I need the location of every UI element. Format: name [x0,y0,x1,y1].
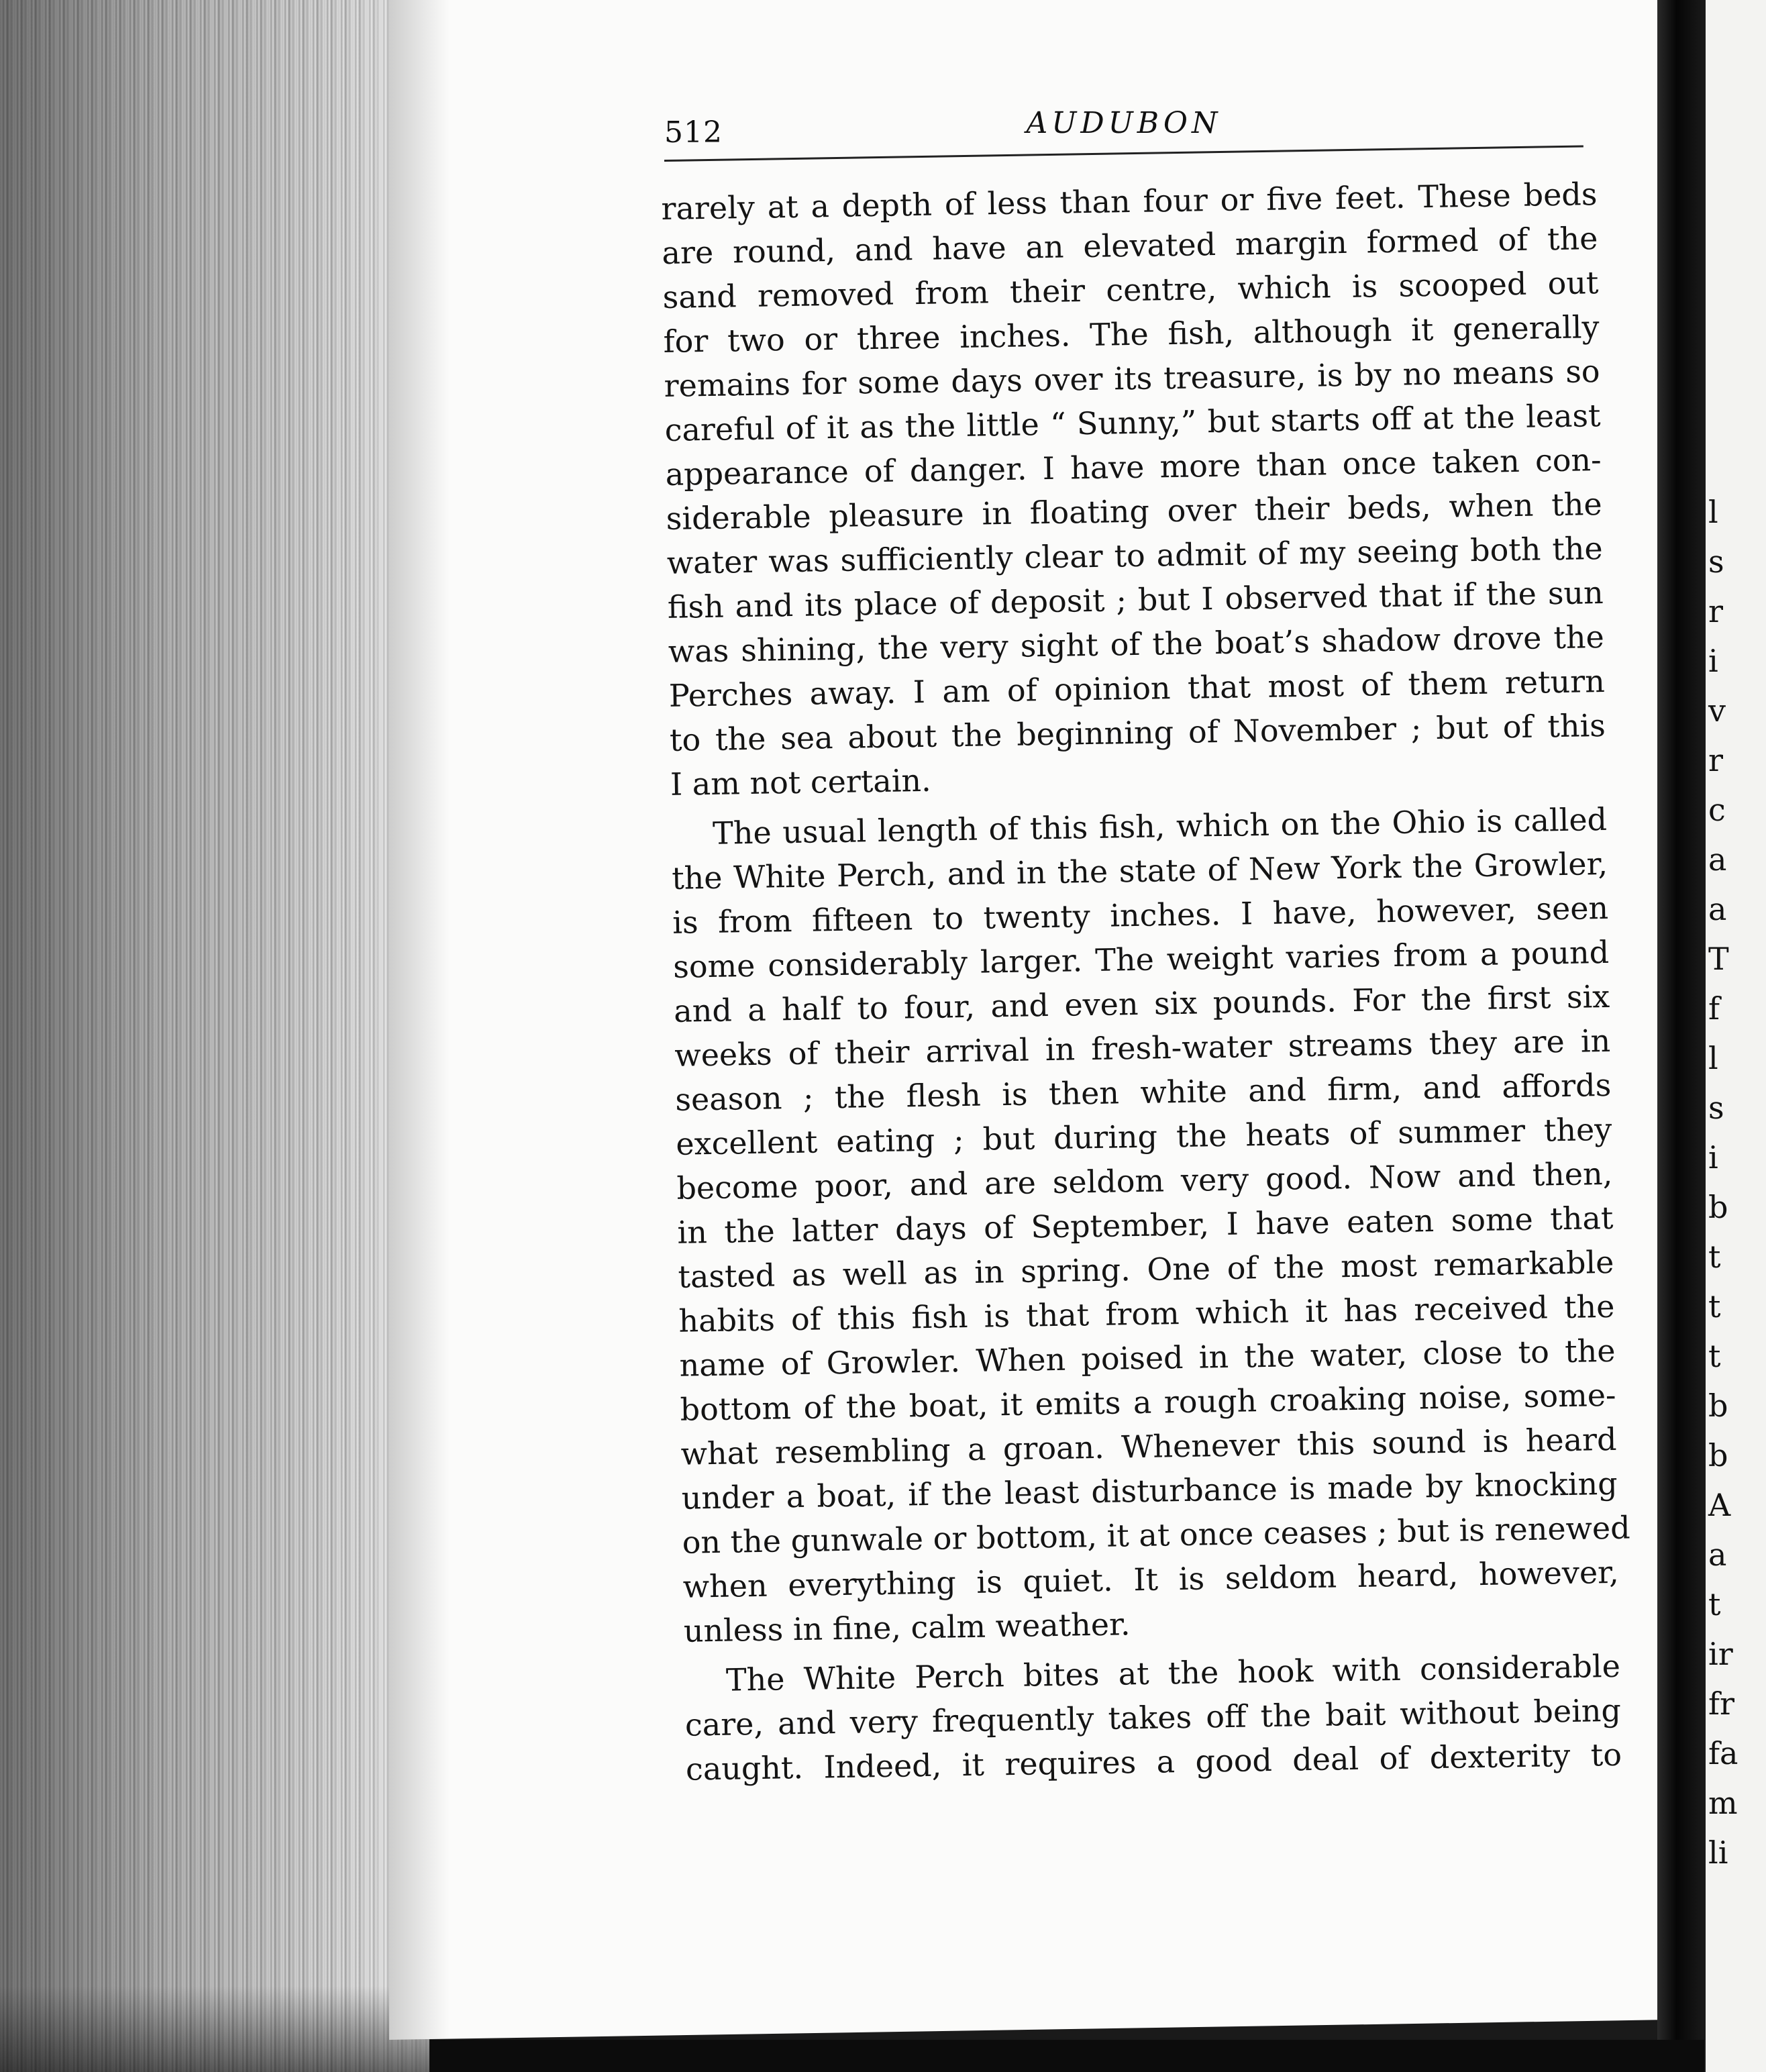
text-line: some considerably larger. The weight varies from a pound [672,933,1610,985]
text-line: appearance of danger. I have more than once taken con- [665,442,1602,493]
text-line: on the gunwale or bottom, it at once ceases ; but is renewed [682,1509,1631,1561]
paragraph [671,797,1631,1653]
facing-page-letter: a [1708,841,1727,878]
facing-page-letter: a [1708,891,1727,927]
text-line: under a boat, if the least disturbance is made by knocking [681,1465,1618,1516]
facing-page-letter: fa [1708,1735,1738,1771]
facing-page-letter: b [1708,1189,1728,1225]
book-gutter [1657,0,1706,2072]
text-line: when everything is quiet. It is seldom heard, however, [682,1553,1620,1605]
facing-page-letter: a [1708,1537,1727,1573]
text-line: I am not certain. [670,762,932,802]
facing-page-letter: i [1708,1139,1718,1176]
text-line: tasted as well as in spring. One of the most remarkable [678,1243,1614,1295]
text-line: water was sufficiently clear to admit of my seeing both the [666,530,1604,581]
text-line: Perches away. I am of opinion that most of them return [668,662,1606,714]
facing-page-letter: b [1708,1437,1728,1473]
text-line: bottom of the boat, it emits a rough croaking noise, some- [680,1376,1616,1428]
paragraph [684,1644,1622,1792]
facing-page-letter: r [1708,593,1723,629]
facing-page-sliver [1706,0,1766,2072]
text-line: The White Perch bites at the hook with considerable [725,1647,1621,1698]
text-line: what resembling a groan. Whenever this sound is heard [680,1420,1617,1472]
page-inner-shadow [389,0,450,2040]
text-line: careful of it as the little “ Sunny,” but starts off at the least [664,397,1601,448]
text-line: unless in fine, calm weather. [683,1606,1131,1649]
text-line: weeks of their arrival in fresh-water streams they are in [674,1022,1611,1074]
facing-page-letter: s [1708,1090,1724,1126]
text-line: fish and its place of deposit ; but I observed that if the sun [667,574,1604,625]
text-line: is from fifteen to twenty inches. I have, however, seen [672,889,1609,941]
facing-page-letter: m [1708,1785,1738,1821]
facing-page-letter: l [1708,1040,1718,1076]
body-text [661,172,1631,1792]
facing-page-letter: ir [1708,1636,1733,1672]
text-line: are round, and have an elevated margin formed of the [662,220,1598,271]
facing-page-letter: c [1708,792,1726,828]
text-line: become poor, and are seldom very good. Now and then, [676,1155,1613,1206]
bottom-band [429,2040,1704,2072]
text-line: remains for some days over its treasure, is by no means so [664,353,1600,404]
edge-stack-shadow [0,1986,429,2072]
paragraph [661,172,1606,807]
text-line: name of Growler. When poised in the water, close to the [679,1332,1616,1384]
facing-page-letter: fr [1708,1686,1735,1722]
text-line: for two or three inches. The fish, although it generally [663,309,1600,360]
facing-page-letter: b [1708,1388,1728,1424]
text-line: sand removed from their centre, which is scooped out [662,264,1599,315]
text-line: and a half to four, and even six pounds. For the first six [673,978,1610,1029]
text-line: season ; the flesh is then white and firm, and affords [674,1066,1612,1118]
text-line: The usual length of this fish, which on the Ohio is called [712,800,1608,851]
text-line: excellent eating ; but during the heats of summer they [675,1110,1612,1162]
facing-page-letter: i [1708,643,1718,679]
page-number: 512 [664,115,723,150]
facing-page-letter: s [1708,543,1724,580]
facing-page-letter: T [1708,941,1729,977]
text-line: care, and very frequently takes off the bait without being [684,1692,1622,1743]
running-head: AUDUBON [1026,106,1222,140]
facing-page-letter: t [1708,1239,1721,1275]
facing-page-letter: v [1708,692,1726,729]
facing-page-letter: t [1708,1288,1721,1325]
text-line: caught. Indeed, it requires a good deal of dexterity to [685,1736,1622,1788]
page-header [664,101,1583,148]
text-line: to the sea about the beginning of November ; but of this [669,707,1606,758]
facing-page-letter: t [1708,1586,1721,1622]
text-line: was shining, the very sight of the boat’s shadow drove the [668,619,1605,670]
facing-page-letter: A [1708,1487,1731,1523]
facing-page-letter: r [1708,742,1723,778]
text-line: rarely at a depth of less than four or five feet. These beds [661,176,1598,227]
page-edge-stack [0,0,429,2072]
facing-page-letter: li [1708,1834,1728,1871]
text-line: siderable pleasure in floating over their beds, when the [666,486,1603,537]
facing-page-letter: l [1708,494,1718,530]
facing-page-letter: t [1708,1338,1721,1374]
facing-page-letter: f [1708,990,1720,1027]
text-line: in the latter days of September, I have eaten some that [677,1199,1614,1251]
text-line: the White Perch, and in the state of New York the Growler, [671,845,1608,896]
text-line: habits of this fish is that from which it has received the [678,1288,1615,1339]
